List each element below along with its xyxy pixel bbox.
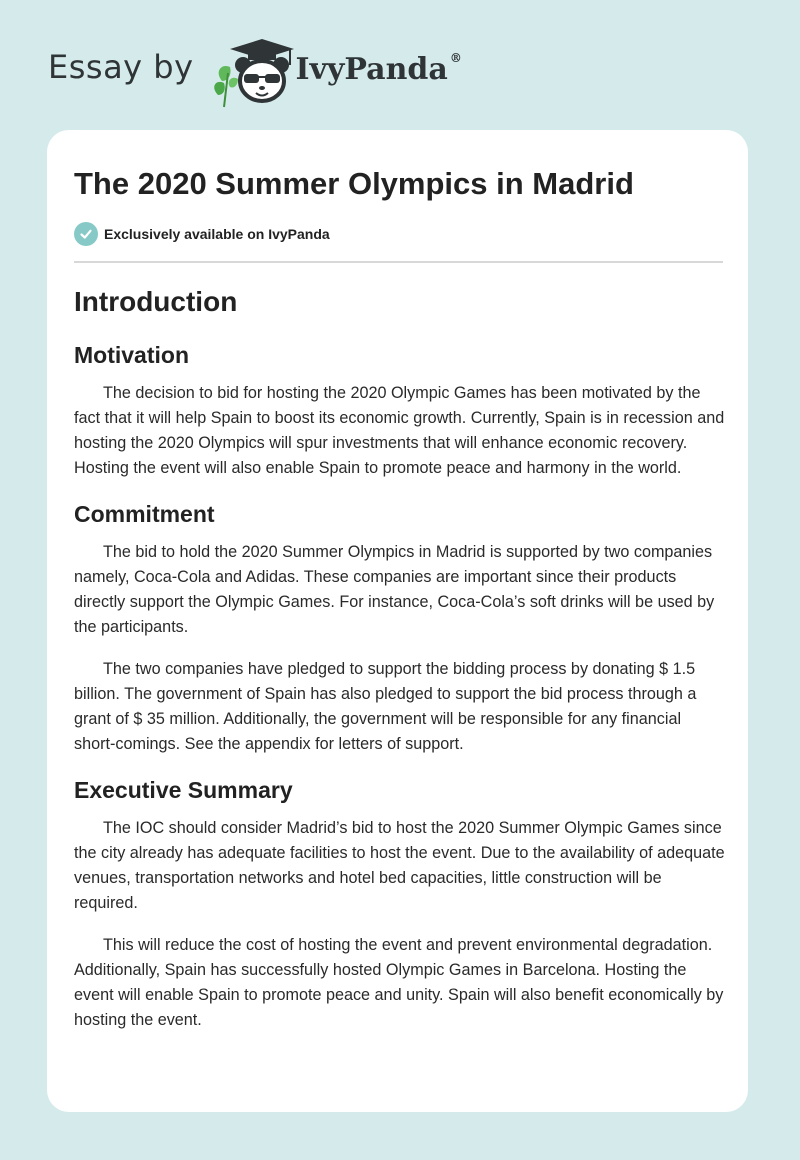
- page-title: The 2020 Summer Olympics in Madrid: [74, 166, 634, 201]
- section-motivation: [74, 339, 726, 481]
- paragraph: The decision to bid for hosting the 2020 Olympic Games has been motivated by the fact that it will help Spain to boost its economic growth. Currently, Spain is in recession and hosting the 2020 Olympics will spur investments that will enhance economic recovery. Hosting the event will also enable Spain to promote peace and harmony in the world.: [74, 384, 725, 477]
- section-heading-introduction: Introduction: [74, 286, 238, 317]
- exclusive-badge: [74, 222, 330, 246]
- paragraph: The IOC should consider Madrid’s bid to host the 2020 Summer Olympic Games since the city already has adequate facilities to host the event. Due to the availability of adequate venues, transportation networks and hotel bed capacities, little construction will be required.: [74, 819, 725, 912]
- paragraph: This will reduce the cost of hosting the event and prevent environmental degradation. Additionally, Spain has successfully hosted Olympic Games in Barcelona. Hosting the event will enable Spain to promote peace and unity. Spain will also benefit economically by hosting the event.: [74, 936, 724, 1029]
- essay-body: [74, 284, 726, 1050]
- title-divider: [74, 261, 723, 263]
- panda-logo-icon[interactable]: [204, 37, 300, 109]
- registered-mark: ®: [449, 50, 462, 65]
- site-header: [48, 38, 462, 108]
- essay-by-label: Essay by: [48, 48, 194, 86]
- subsection-title: Motivation: [74, 342, 189, 368]
- brand-text: IvyPanda: [295, 51, 448, 87]
- section-commitment: [74, 498, 726, 757]
- check-icon: [74, 222, 98, 246]
- subsection-title: Commitment: [74, 501, 215, 527]
- subsection-title: Executive Summary: [74, 777, 293, 803]
- section-executive-summary: [74, 774, 726, 1033]
- exclusive-label: Exclusively available on IvyPanda: [104, 226, 330, 242]
- paragraph: The two companies have pledged to support the bidding process by donating $ 1.5 billion. The government of Spain has also pledged to support the bid process through a grant of $ 35 million. Additionally, the government will be responsible for any financial short-comings. See the appendix for letters of support.: [74, 660, 697, 753]
- brand-name[interactable]: [296, 52, 462, 87]
- paragraph: The bid to hold the 2020 Summer Olympics in Madrid is supported by two companies namely, Coca-Cola and Adidas. These companies are important since their products directly support the Olympic Games. For instance, Coca-Cola’s soft drinks will be used by the participants.: [74, 543, 715, 636]
